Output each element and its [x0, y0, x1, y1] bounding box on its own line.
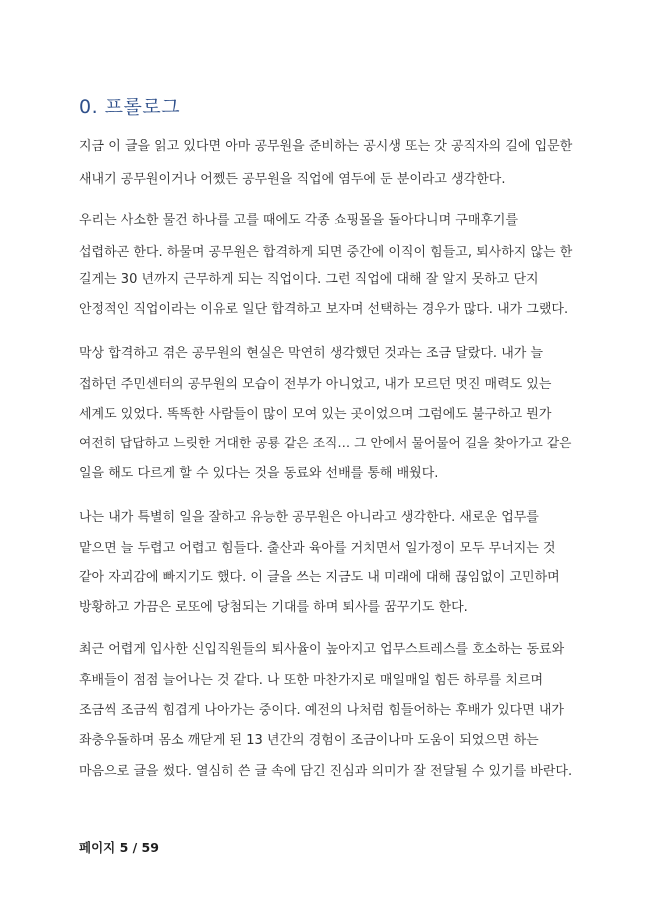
paragraph-line: 세계도 있었다. 똑똑한 사람들이 많이 모여 있는 곳이었으며 그럼에도 불구하고 뭔가: [79, 407, 552, 422]
paragraph-line: 우리는 사소한 물건 하나를 고를 때에도 각종 쇼핑몰을 돌아다니며 구매후기를: [79, 213, 519, 228]
page-number: 페이지 5 / 59: [79, 840, 159, 855]
paragraph-line: 같아 자괴감에 빠지기도 했다. 이 글을 쓰는 지금도 내 미래에 대해 끊임없이 고민하며: [79, 570, 560, 585]
paragraph-line: 길게는 30 년까지 근무하게 되는 직업이다. 그런 직업에 대해 잘 알지 못하고 단지: [79, 272, 539, 287]
paragraph-line: 여전히 답답하고 느릿한 거대한 공룡 같은 조직… 그 안에서 물어물어 길을 찾아가고 같은: [79, 436, 572, 451]
paragraph-line: 방황하고 가끔은 로또에 당첨되는 기대를 하며 퇴사를 꿈꾸기도 한다.: [79, 600, 468, 615]
paragraph-line: 새내기 공무원이거나 어쩼든 공무원을 직업에 염두에 둔 분이라고 생각한다.: [79, 172, 506, 187]
paragraph-line: 맡으면 늘 두렵고 어렵고 힘들다. 출산과 육아를 거치면서 일가정이 모두 무너지는 것: [79, 541, 556, 556]
paragraph-line: 나는 내가 특별히 일을 잘하고 유능한 공무원은 아니라고 생각한다. 새로운 업무를: [79, 510, 539, 525]
paragraph-line: 안정적인 직업이라는 이유로 일단 합격하고 보자며 선택하는 경우가 많다. 내가 그랬다.: [79, 302, 569, 317]
paragraph-line: 마음으로 글을 썼다. 열심히 쓴 글 속에 담긴 진심과 의미가 잘 전달될 수 있기를 바란다.: [79, 764, 573, 779]
paragraph-line: 일을 해도 다르게 할 수 있다는 것을 동료와 선배를 통해 배웠다.: [79, 466, 439, 481]
section-heading: 0. 프롤로그: [79, 96, 181, 118]
paragraph-line: 막상 합격하고 겪은 공무원의 현실은 막연히 생각했던 것과는 조금 달랐다. 내가 늘: [79, 346, 544, 361]
paragraph-line: 최근 어렵게 입사한 신입직원들의 퇴사율이 높아지고 업무스트레스를 호소하는 동료와: [79, 642, 565, 657]
paragraph-line: 후배들이 점점 늘어나는 것 같다. 나 또한 마찬가지로 매일매일 힘든 하루를 치르며: [79, 673, 544, 688]
paragraph-line: 접하던 주민센터의 공무원의 모습이 전부가 아니었고, 내가 모르던 멋진 매력도 있는: [79, 377, 552, 392]
paragraph-line: 지금 이 글을 읽고 있다면 아마 공무원을 준비하는 공시생 또는 갓 공직자의 길에 입문한: [79, 139, 573, 154]
paragraph-line: 좌충우돌하며 몸소 깨닫게 된 13 년간의 경험이 조금이나마 도움이 되었으면 하는: [79, 733, 539, 748]
paragraph-line: 섭렵하곤 한다. 하물며 공무원은 합격하게 되면 중간에 이직이 힘들고, 퇴사하지 않는 한: [79, 245, 573, 260]
paragraph-line: 조금씩 조금씩 힘겹게 나아가는 중이다. 예전의 나처럼 힘들어하는 후배가 있다면 내가: [79, 703, 564, 718]
